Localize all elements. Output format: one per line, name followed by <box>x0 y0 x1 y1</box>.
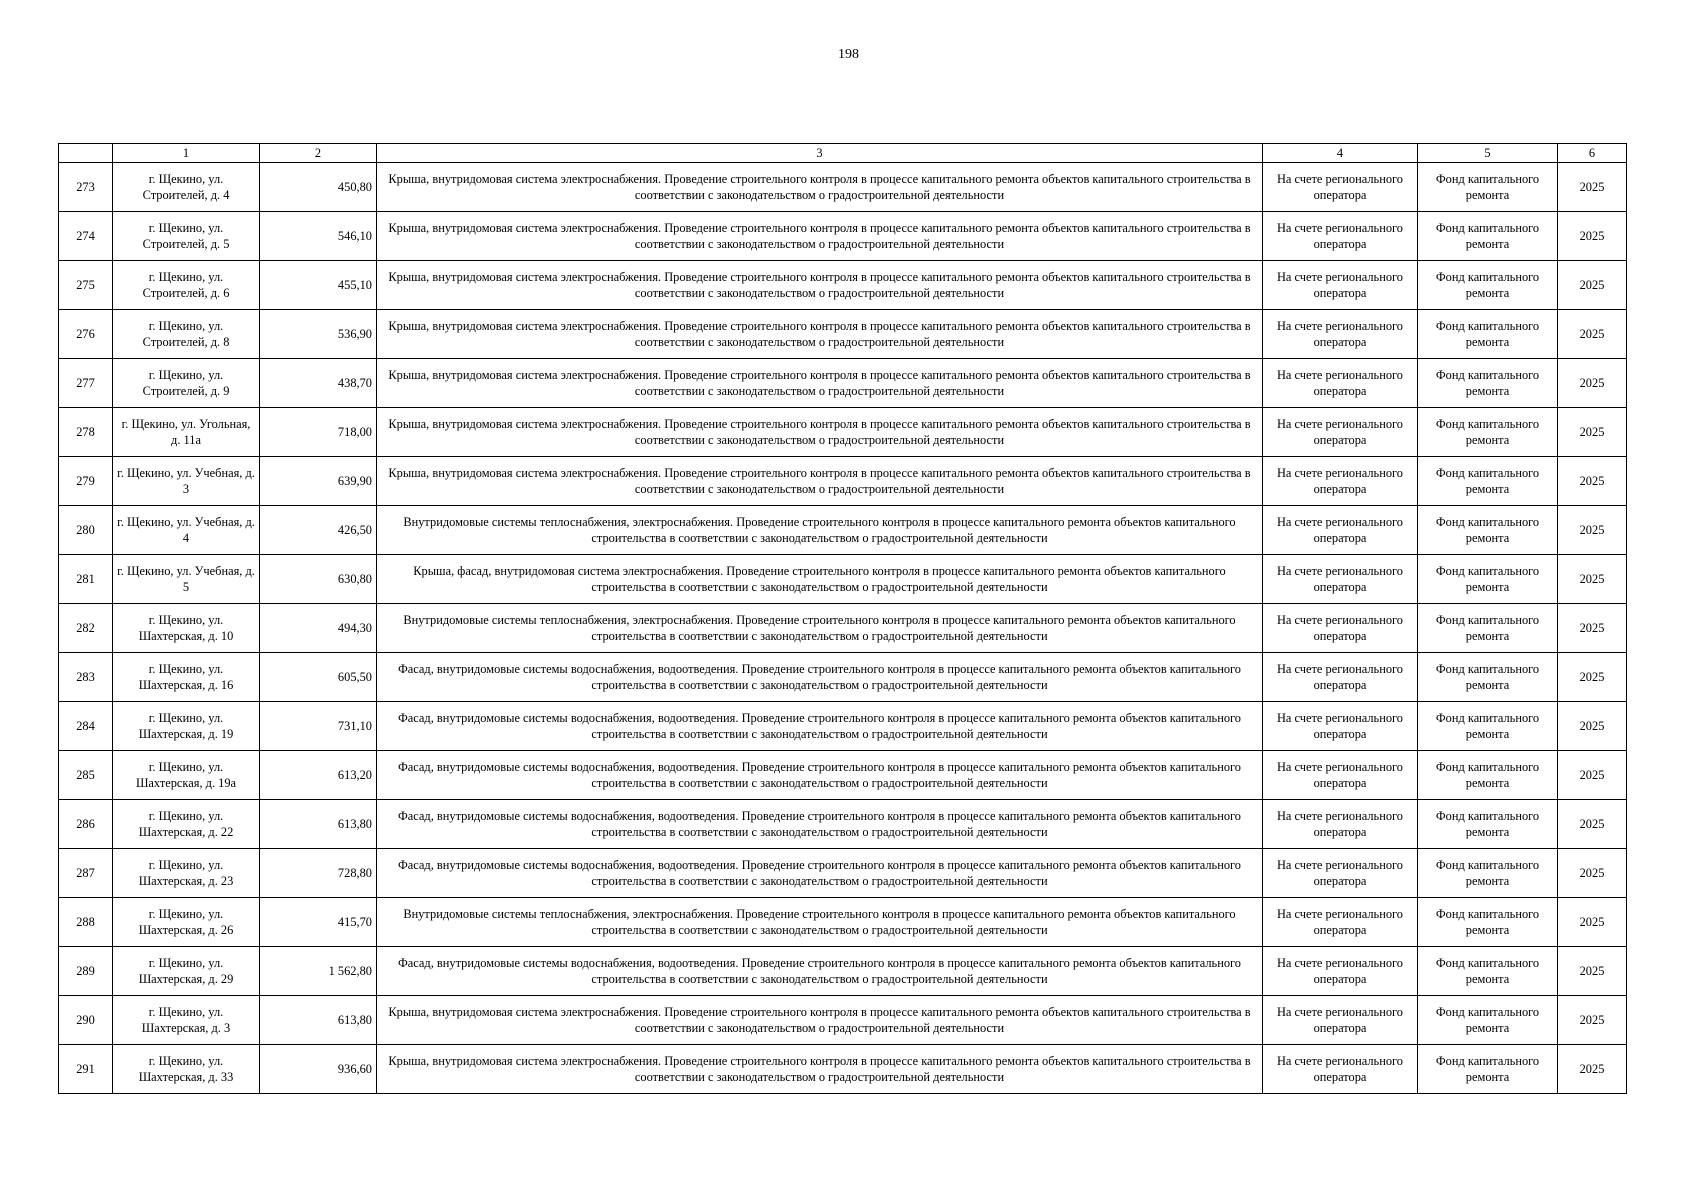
row-number: 285 <box>59 751 113 800</box>
funding-source-cell: Фонд капитального ремонта <box>1418 457 1558 506</box>
table-row <box>59 604 1627 653</box>
table-row <box>59 800 1627 849</box>
account-type-cell: На счете регионального оператора <box>1263 408 1418 457</box>
area-cell: 605,50 <box>260 653 377 702</box>
works-description-cell: Внутридомовые системы теплоснабжения, электроснабжения. Проведение строительного контроля в процессе капитального ремонта объектов капитального строительства в соответствии с законодательством о градостроительной деятельности <box>377 604 1263 653</box>
works-description-cell: Крыша, внутридомовая система электроснабжения. Проведение строительного контроля в процессе капитального ремонта объектов капитального строительства в соответствии с законодательством о градостроительной деятельности <box>377 359 1263 408</box>
works-description-cell: Фасад, внутридомовые системы водоснабжения, водоотведения. Проведение строительного контроля в процессе капитального ремонта объектов капитального строительства в соответствии с законодательством о градостроительной деятельности <box>377 702 1263 751</box>
table-row <box>59 751 1627 800</box>
row-number: 286 <box>59 800 113 849</box>
address-cell: г. Щекино, ул. Шахтерская, д. 22 <box>113 800 260 849</box>
year-cell: 2025 <box>1558 800 1627 849</box>
works-description-cell: Крыша, внутридомовая система электроснабжения. Проведение строительного контроля в процессе капитального ремонта объектов капитального строительства в соответствии с законодательством о градостроительной деятельности <box>377 261 1263 310</box>
address-cell: г. Щекино, ул. Шахтерская, д. 16 <box>113 653 260 702</box>
area-cell: 438,70 <box>260 359 377 408</box>
row-number: 289 <box>59 947 113 996</box>
year-cell: 2025 <box>1558 359 1627 408</box>
works-description-cell: Крыша, внутридомовая система электроснабжения. Проведение строительного контроля в процессе капитального ремонта объектов капитального строительства в соответствии с законодательством о градостроительной деятельности <box>377 212 1263 261</box>
address-cell: г. Щекино, ул. Шахтерская, д. 23 <box>113 849 260 898</box>
area-cell: 415,70 <box>260 898 377 947</box>
works-description-cell: Крыша, внутридомовая система электроснабжения. Проведение строительного контроля в процессе капитального ремонта объектов капитального строительства в соответствии с законодательством о градостроительной деятельности <box>377 408 1263 457</box>
header-cell-number <box>59 144 113 163</box>
works-description-cell: Фасад, внутридомовые системы водоснабжения, водоотведения. Проведение строительного контроля в процессе капитального ремонта объектов капитального строительства в соответствии с законодательством о градостроительной деятельности <box>377 800 1263 849</box>
year-cell: 2025 <box>1558 261 1627 310</box>
table-row <box>59 702 1627 751</box>
funding-source-cell: Фонд капитального ремонта <box>1418 800 1558 849</box>
address-cell: г. Щекино, ул. Учебная, д. 5 <box>113 555 260 604</box>
year-cell: 2025 <box>1558 604 1627 653</box>
funding-source-cell: Фонд капитального ремонта <box>1418 702 1558 751</box>
funding-source-cell: Фонд капитального ремонта <box>1418 261 1558 310</box>
address-cell: г. Щекино, ул. Угольная, д. 11а <box>113 408 260 457</box>
table-row <box>59 849 1627 898</box>
area-cell: 450,80 <box>260 163 377 212</box>
year-cell: 2025 <box>1558 947 1627 996</box>
account-type-cell: На счете регионального оператора <box>1263 604 1418 653</box>
row-number: 284 <box>59 702 113 751</box>
funding-source-cell: Фонд капитального ремонта <box>1418 163 1558 212</box>
row-number: 274 <box>59 212 113 261</box>
table-row <box>59 408 1627 457</box>
area-cell: 455,10 <box>260 261 377 310</box>
address-cell: г. Щекино, ул. Шахтерская, д. 33 <box>113 1045 260 1094</box>
row-number: 281 <box>59 555 113 604</box>
row-number: 291 <box>59 1045 113 1094</box>
works-description-cell: Фасад, внутридомовые системы водоснабжения, водоотведения. Проведение строительного контроля в процессе капитального ремонта объектов капитального строительства в соответствии с законодательством о градостроительной деятельности <box>377 653 1263 702</box>
address-cell: г. Щекино, ул. Шахтерская, д. 19а <box>113 751 260 800</box>
table-row <box>59 310 1627 359</box>
address-cell: г. Щекино, ул. Строителей, д. 6 <box>113 261 260 310</box>
funding-source-cell: Фонд капитального ремонта <box>1418 310 1558 359</box>
works-description-cell: Крыша, внутридомовая система электроснабжения. Проведение строительного контроля в процессе капитального ремонта объектов капитального строительства в соответствии с законодательством о градостроительной деятельности <box>377 310 1263 359</box>
works-description-cell: Крыша, внутридомовая система электроснабжения. Проведение строительного контроля в процессе капитального ремонта объектов капитального строительства в соответствии с законодательством о градостроительной деятельности <box>377 163 1263 212</box>
area-cell: 639,90 <box>260 457 377 506</box>
funding-source-cell: Фонд капитального ремонта <box>1418 555 1558 604</box>
page-number: 198 <box>838 47 859 62</box>
area-cell: 1 562,80 <box>260 947 377 996</box>
area-cell: 613,80 <box>260 800 377 849</box>
account-type-cell: На счете регионального оператора <box>1263 310 1418 359</box>
account-type-cell: На счете регионального оператора <box>1263 898 1418 947</box>
funding-source-cell: Фонд капитального ремонта <box>1418 212 1558 261</box>
table-row <box>59 947 1627 996</box>
table-row <box>59 163 1627 212</box>
address-cell: г. Щекино, ул. Строителей, д. 9 <box>113 359 260 408</box>
table-row <box>59 653 1627 702</box>
funding-source-cell: Фонд капитального ремонта <box>1418 653 1558 702</box>
row-number: 277 <box>59 359 113 408</box>
table-row <box>59 261 1627 310</box>
address-cell: г. Щекино, ул. Строителей, д. 5 <box>113 212 260 261</box>
address-cell: г. Щекино, ул. Учебная, д. 3 <box>113 457 260 506</box>
account-type-cell: На счете регионального оператора <box>1263 212 1418 261</box>
funding-source-cell: Фонд капитального ремонта <box>1418 1045 1558 1094</box>
account-type-cell: На счете регионального оператора <box>1263 849 1418 898</box>
area-cell: 630,80 <box>260 555 377 604</box>
table-row <box>59 359 1627 408</box>
area-cell: 731,10 <box>260 702 377 751</box>
address-cell: г. Щекино, ул. Шахтерская, д. 26 <box>113 898 260 947</box>
funding-source-cell: Фонд капитального ремонта <box>1418 359 1558 408</box>
works-description-cell: Крыша, внутридомовая система электроснабжения. Проведение строительного контроля в процессе капитального ремонта объектов капитального строительства в соответствии с законодательством о градостроительной деятельности <box>377 1045 1263 1094</box>
account-type-cell: На счете регионального оператора <box>1263 261 1418 310</box>
area-cell: 613,20 <box>260 751 377 800</box>
row-number: 282 <box>59 604 113 653</box>
repair-schedule-table <box>58 143 1627 1094</box>
account-type-cell: На счете регионального оператора <box>1263 359 1418 408</box>
works-description-cell: Фасад, внутридомовые системы водоснабжения, водоотведения. Проведение строительного контроля в процессе капитального ремонта объектов капитального строительства в соответствии с законодательством о градостроительной деятельности <box>377 751 1263 800</box>
row-number: 280 <box>59 506 113 555</box>
address-cell: г. Щекино, ул. Строителей, д. 8 <box>113 310 260 359</box>
works-description-cell: Фасад, внутридомовые системы водоснабжения, водоотведения. Проведение строительного контроля в процессе капитального ремонта объектов капитального строительства в соответствии с законодательством о градостроительной деятельности <box>377 947 1263 996</box>
account-type-cell: На счете регионального оператора <box>1263 506 1418 555</box>
year-cell: 2025 <box>1558 163 1627 212</box>
area-cell: 536,90 <box>260 310 377 359</box>
account-type-cell: На счете регионального оператора <box>1263 555 1418 604</box>
address-cell: г. Щекино, ул. Шахтерская, д. 19 <box>113 702 260 751</box>
row-number: 287 <box>59 849 113 898</box>
row-number: 273 <box>59 163 113 212</box>
account-type-cell: На счете регионального оператора <box>1263 800 1418 849</box>
account-type-cell: На счете регионального оператора <box>1263 702 1418 751</box>
table-row <box>59 996 1627 1045</box>
row-number: 275 <box>59 261 113 310</box>
header-row <box>59 144 1627 163</box>
row-number: 290 <box>59 996 113 1045</box>
account-type-cell: На счете регионального оператора <box>1263 653 1418 702</box>
works-description-cell: Внутридомовые системы теплоснабжения, электроснабжения. Проведение строительного контроля в процессе капитального ремонта объектов капитального строительства в соответствии с законодательством о градостроительной деятельности <box>377 898 1263 947</box>
area-cell: 546,10 <box>260 212 377 261</box>
funding-source-cell: Фонд капитального ремонта <box>1418 898 1558 947</box>
header-cell-address: 1 <box>113 144 260 163</box>
year-cell: 2025 <box>1558 457 1627 506</box>
works-description-cell: Крыша, фасад, внутридомовая система электроснабжения. Проведение строительного контроля в процессе капитального ремонта объектов капитального строительства в соответствии с законодательством о градостроительной деятельности <box>377 555 1263 604</box>
row-number: 288 <box>59 898 113 947</box>
year-cell: 2025 <box>1558 555 1627 604</box>
row-number: 279 <box>59 457 113 506</box>
table-row <box>59 457 1627 506</box>
header-cell-year: 6 <box>1558 144 1627 163</box>
area-cell: 426,50 <box>260 506 377 555</box>
account-type-cell: На счете регионального оператора <box>1263 947 1418 996</box>
address-cell: г. Щекино, ул. Строителей, д. 4 <box>113 163 260 212</box>
table-row <box>59 212 1627 261</box>
funding-source-cell: Фонд капитального ремонта <box>1418 506 1558 555</box>
year-cell: 2025 <box>1558 653 1627 702</box>
area-cell: 494,30 <box>260 604 377 653</box>
works-description-cell: Фасад, внутридомовые системы водоснабжения, водоотведения. Проведение строительного контроля в процессе капитального ремонта объектов капитального строительства в соответствии с законодательством о градостроительной деятельности <box>377 849 1263 898</box>
account-type-cell: На счете регионального оператора <box>1263 163 1418 212</box>
table-header <box>59 144 1627 163</box>
row-number: 283 <box>59 653 113 702</box>
year-cell: 2025 <box>1558 702 1627 751</box>
year-cell: 2025 <box>1558 212 1627 261</box>
area-cell: 728,80 <box>260 849 377 898</box>
year-cell: 2025 <box>1558 1045 1627 1094</box>
area-cell: 718,00 <box>260 408 377 457</box>
table-row <box>59 555 1627 604</box>
address-cell: г. Щекино, ул. Шахтерская, д. 10 <box>113 604 260 653</box>
year-cell: 2025 <box>1558 408 1627 457</box>
address-cell: г. Щекино, ул. Учебная, д. 4 <box>113 506 260 555</box>
year-cell: 2025 <box>1558 849 1627 898</box>
header-cell-works: 3 <box>377 144 1263 163</box>
row-number: 276 <box>59 310 113 359</box>
account-type-cell: На счете регионального оператора <box>1263 1045 1418 1094</box>
row-number: 278 <box>59 408 113 457</box>
address-cell: г. Щекино, ул. Шахтерская, д. 3 <box>113 996 260 1045</box>
year-cell: 2025 <box>1558 751 1627 800</box>
table-row <box>59 898 1627 947</box>
address-cell: г. Щекино, ул. Шахтерская, д. 29 <box>113 947 260 996</box>
works-description-cell: Крыша, внутридомовая система электроснабжения. Проведение строительного контроля в процессе капитального ремонта объектов капитального строительства в соответствии с законодательством о градостроительной деятельности <box>377 457 1263 506</box>
year-cell: 2025 <box>1558 996 1627 1045</box>
funding-source-cell: Фонд капитального ремонта <box>1418 408 1558 457</box>
funding-source-cell: Фонд капитального ремонта <box>1418 849 1558 898</box>
header-cell-account: 4 <box>1263 144 1418 163</box>
works-description-cell: Внутридомовые системы теплоснабжения, электроснабжения. Проведение строительного контроля в процессе капитального ремонта объектов капитального строительства в соответствии с законодательством о градостроительной деятельности <box>377 506 1263 555</box>
table-row <box>59 1045 1627 1094</box>
funding-source-cell: Фонд капитального ремонта <box>1418 996 1558 1045</box>
funding-source-cell: Фонд капитального ремонта <box>1418 947 1558 996</box>
area-cell: 613,80 <box>260 996 377 1045</box>
account-type-cell: На счете регионального оператора <box>1263 996 1418 1045</box>
account-type-cell: На счете регионального оператора <box>1263 457 1418 506</box>
area-cell: 936,60 <box>260 1045 377 1094</box>
header-cell-source: 5 <box>1418 144 1558 163</box>
header-cell-area: 2 <box>260 144 377 163</box>
table-body <box>59 163 1627 1094</box>
year-cell: 2025 <box>1558 898 1627 947</box>
year-cell: 2025 <box>1558 506 1627 555</box>
works-description-cell: Крыша, внутридомовая система электроснабжения. Проведение строительного контроля в процессе капитального ремонта объектов капитального строительства в соответствии с законодательством о градостроительной деятельности <box>377 996 1263 1045</box>
funding-source-cell: Фонд капитального ремонта <box>1418 604 1558 653</box>
funding-source-cell: Фонд капитального ремонта <box>1418 751 1558 800</box>
table-row <box>59 506 1627 555</box>
year-cell: 2025 <box>1558 310 1627 359</box>
account-type-cell: На счете регионального оператора <box>1263 751 1418 800</box>
